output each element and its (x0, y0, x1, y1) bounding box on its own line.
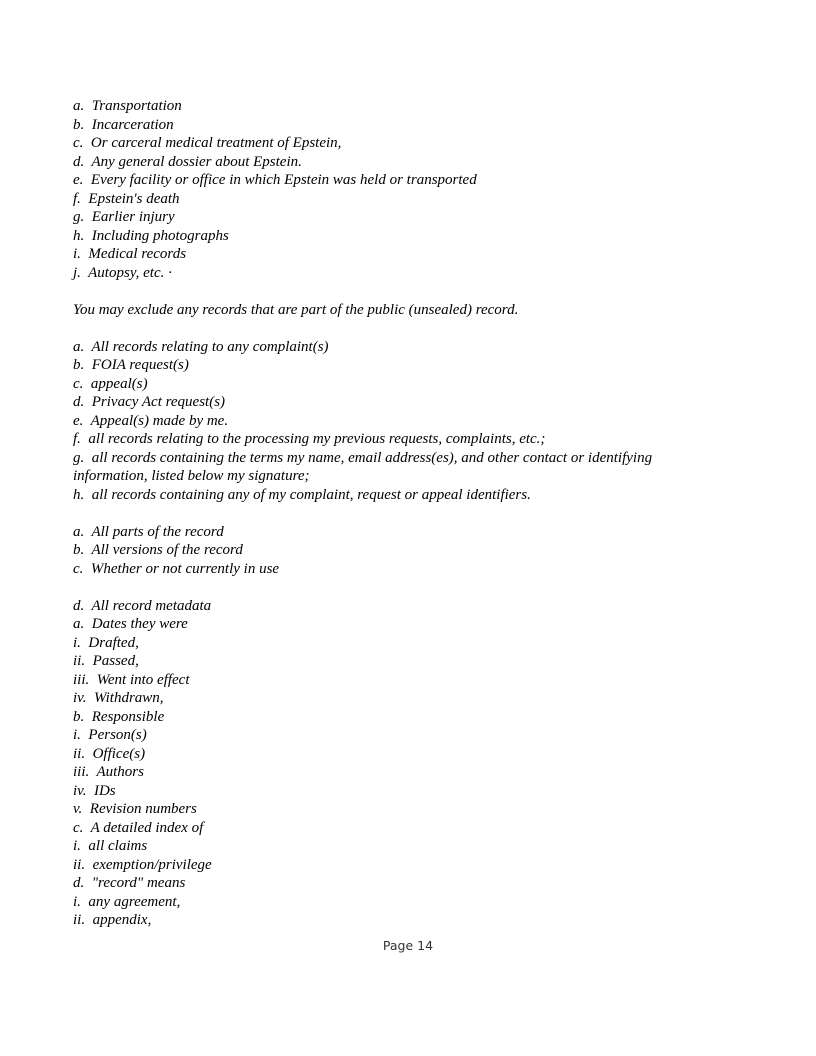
text-line: h. Including photographs (73, 227, 229, 244)
text-line: d. All record metadata (73, 597, 212, 614)
text-line: iv. IDs (73, 782, 116, 799)
text-line: You may exclude any records that are part of the public (unsealed) record. (73, 301, 519, 318)
text-line: e. Every facility or office in which Epstein was held or transported (73, 172, 477, 188)
text-line: b. Incarceration (73, 116, 174, 133)
text-line: ii. appendix, (73, 912, 152, 928)
paragraph-gap (73, 282, 753, 301)
text-line: g. all records containing the terms my name, email address(es), and other contact or identifying (73, 449, 653, 466)
text-line: h. all records containing any of my complaint, request or appeal identifiers. (73, 486, 531, 503)
section-list-4 (73, 597, 753, 930)
paragraph-gap (73, 578, 753, 597)
text-line: ii. Passed, (73, 653, 139, 669)
text-line: d. Any general dossier about Epstein. (73, 153, 302, 170)
text-line: i. Drafted, (73, 634, 139, 651)
text-line: d. "record" means (73, 875, 186, 891)
text-line: f. Epstein's death (73, 190, 180, 207)
text-line: ii. exemption/privilege (73, 856, 212, 873)
paragraph-gap (73, 504, 753, 523)
text-line: c. Whether or not currently in use (73, 560, 280, 577)
section-list-2 (73, 338, 753, 505)
text-line: d. Privacy Act request(s) (73, 394, 226, 410)
text-line: i. all claims (73, 838, 148, 854)
text-line: c. appeal(s) (73, 375, 148, 392)
text-line: ii. Office(s) (73, 745, 146, 762)
text-line: i. Person(s) (73, 727, 147, 743)
text-line: a. All parts of the record (73, 523, 224, 540)
text-line: g. Earlier injury (73, 209, 175, 225)
text-line: a. Transportation (73, 98, 182, 114)
text-line: a. All records relating to any complaint(s) (73, 338, 329, 355)
text-line: b. All versions of the record (73, 542, 243, 558)
text-line: i. Medical records (73, 246, 187, 262)
text-line: b. Responsible (73, 708, 165, 725)
text-line: c. A detailed index of (73, 819, 204, 836)
text-line: iii. Went into effect (73, 671, 190, 688)
text-line: i. any agreement, (73, 893, 181, 910)
text-line: a. Dates they were (73, 616, 188, 632)
text-line: v. Revision numbers (73, 801, 197, 817)
section-list-3 (73, 523, 753, 579)
text-line: b. FOIA request(s) (73, 357, 189, 373)
section-list-1 (73, 97, 753, 282)
text-line: e. Appeal(s) made by me. (73, 412, 229, 429)
text-line: iii. Authors (73, 764, 144, 780)
page-number: Page 14 (382, 938, 434, 953)
paragraph-gap (73, 319, 753, 338)
text-line: j. Autopsy, etc. · (73, 264, 172, 281)
document-body (73, 97, 753, 930)
text-line: f. all records relating to the processing my previous requests, complaints, etc.; (73, 431, 546, 447)
section-exclusion-note (73, 301, 753, 320)
text-line: iv. Withdrawn, (73, 690, 164, 706)
text-line: c. Or carceral medical treatment of Epstein, (73, 135, 342, 151)
text-line: information, listed below my signature; (73, 468, 310, 484)
